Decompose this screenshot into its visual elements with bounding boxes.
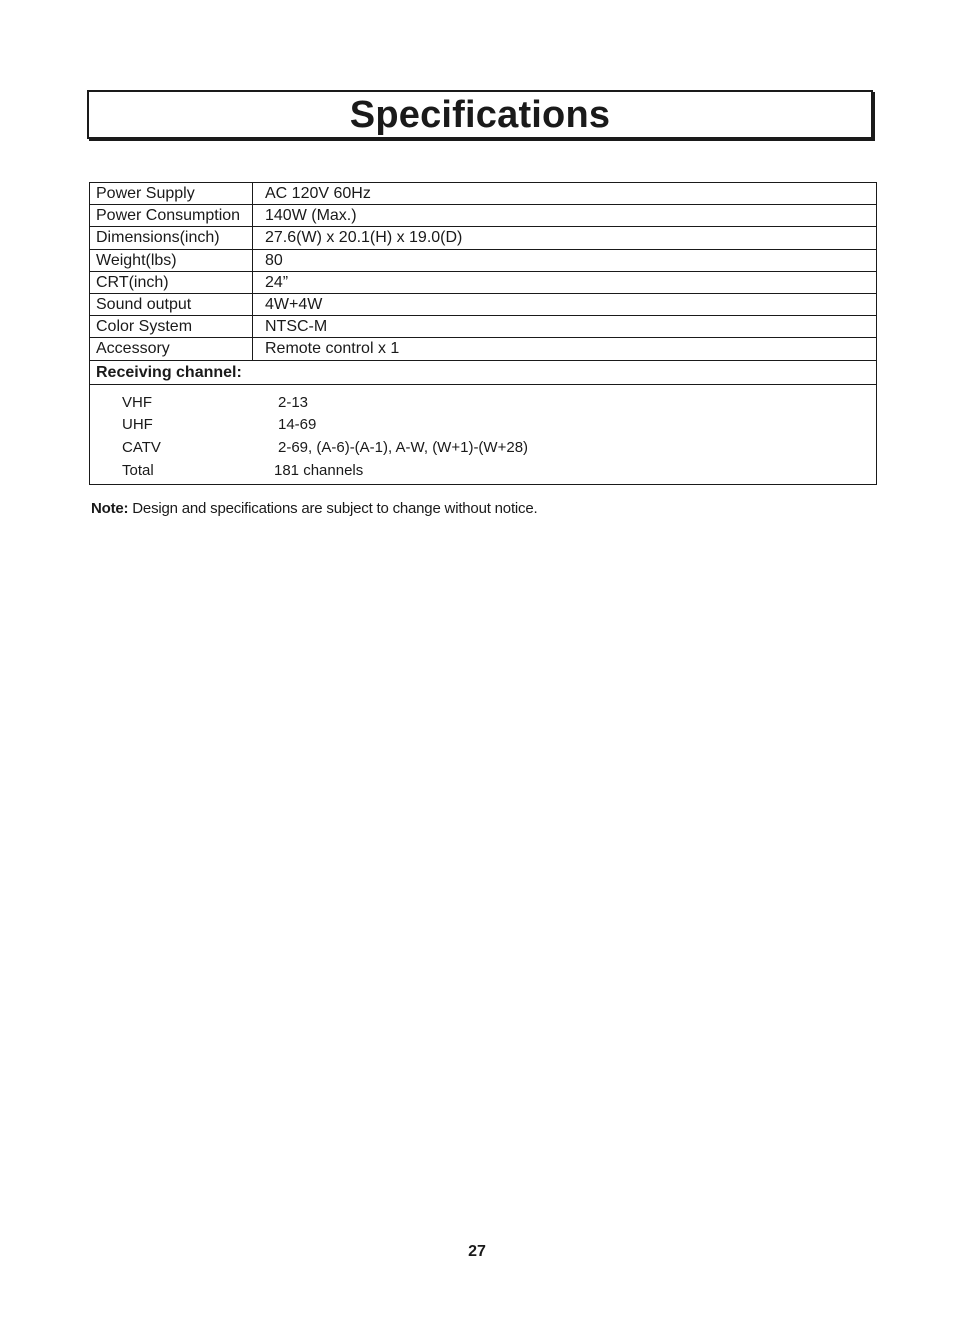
spec-label: Power Consumption — [90, 205, 253, 226]
spec-label: Power Supply — [90, 183, 253, 204]
spec-value: 4W+4W — [265, 295, 323, 313]
spec-row-dimensions — [90, 227, 876, 249]
spec-value: NTSC-M — [265, 318, 328, 336]
receiving-range: 2-69, (A-6)-(A-1), A-W, (W+1)-(W+28) — [278, 438, 529, 456]
spec-row-crt — [90, 272, 876, 294]
spec-label: Color System — [90, 316, 253, 337]
receiving-row-catv — [90, 437, 876, 460]
spec-label: Dimensions(inch) — [90, 227, 253, 248]
spec-row-accessory — [90, 338, 876, 360]
spec-row-power-supply — [90, 183, 876, 205]
spec-value: Remote control x 1 — [265, 340, 400, 358]
receiving-range: 181 channels — [274, 461, 364, 479]
receiving-band: CATV — [122, 438, 161, 456]
receiving-range: 2-13 — [278, 393, 309, 411]
receiving-channel-list — [90, 385, 876, 485]
spec-label: Accessory — [90, 338, 253, 359]
specification-note — [91, 499, 537, 519]
spec-value: AC 120V 60Hz — [265, 185, 371, 202]
specifications-table — [89, 182, 877, 485]
spec-label: Weight(lbs) — [90, 250, 253, 271]
receiving-range: 14-69 — [278, 416, 317, 434]
page-title: Specifications — [349, 94, 611, 136]
spec-row-sound-output — [90, 294, 876, 316]
spec-row-color-system — [90, 316, 876, 338]
page-number: 27 — [468, 1243, 486, 1260]
receiving-row-uhf — [90, 414, 876, 437]
receiving-band: Total — [122, 461, 154, 479]
note-label: Note: — [91, 500, 129, 517]
receiving-row-total — [90, 460, 876, 483]
receiving-band: UHF — [122, 416, 153, 434]
spec-value: 140W (Max.) — [265, 207, 357, 225]
receiving-row-vhf — [90, 392, 876, 415]
page-title-box — [87, 90, 873, 139]
spec-value: 27.6(W) x 20.1(H) x 19.0(D) — [265, 229, 463, 247]
spec-row-power-consumption — [90, 205, 876, 227]
receiving-band: VHF — [122, 393, 152, 411]
spec-label: CRT(inch) — [90, 272, 253, 293]
note-text: Design and specifications are subject to change without notice. — [128, 500, 538, 517]
spec-value: 24” — [265, 273, 289, 291]
receiving-channel-header: Receiving channel: — [90, 361, 876, 385]
spec-label: Sound output — [90, 294, 253, 315]
spec-row-weight — [90, 250, 876, 272]
spec-value: 80 — [265, 251, 283, 269]
